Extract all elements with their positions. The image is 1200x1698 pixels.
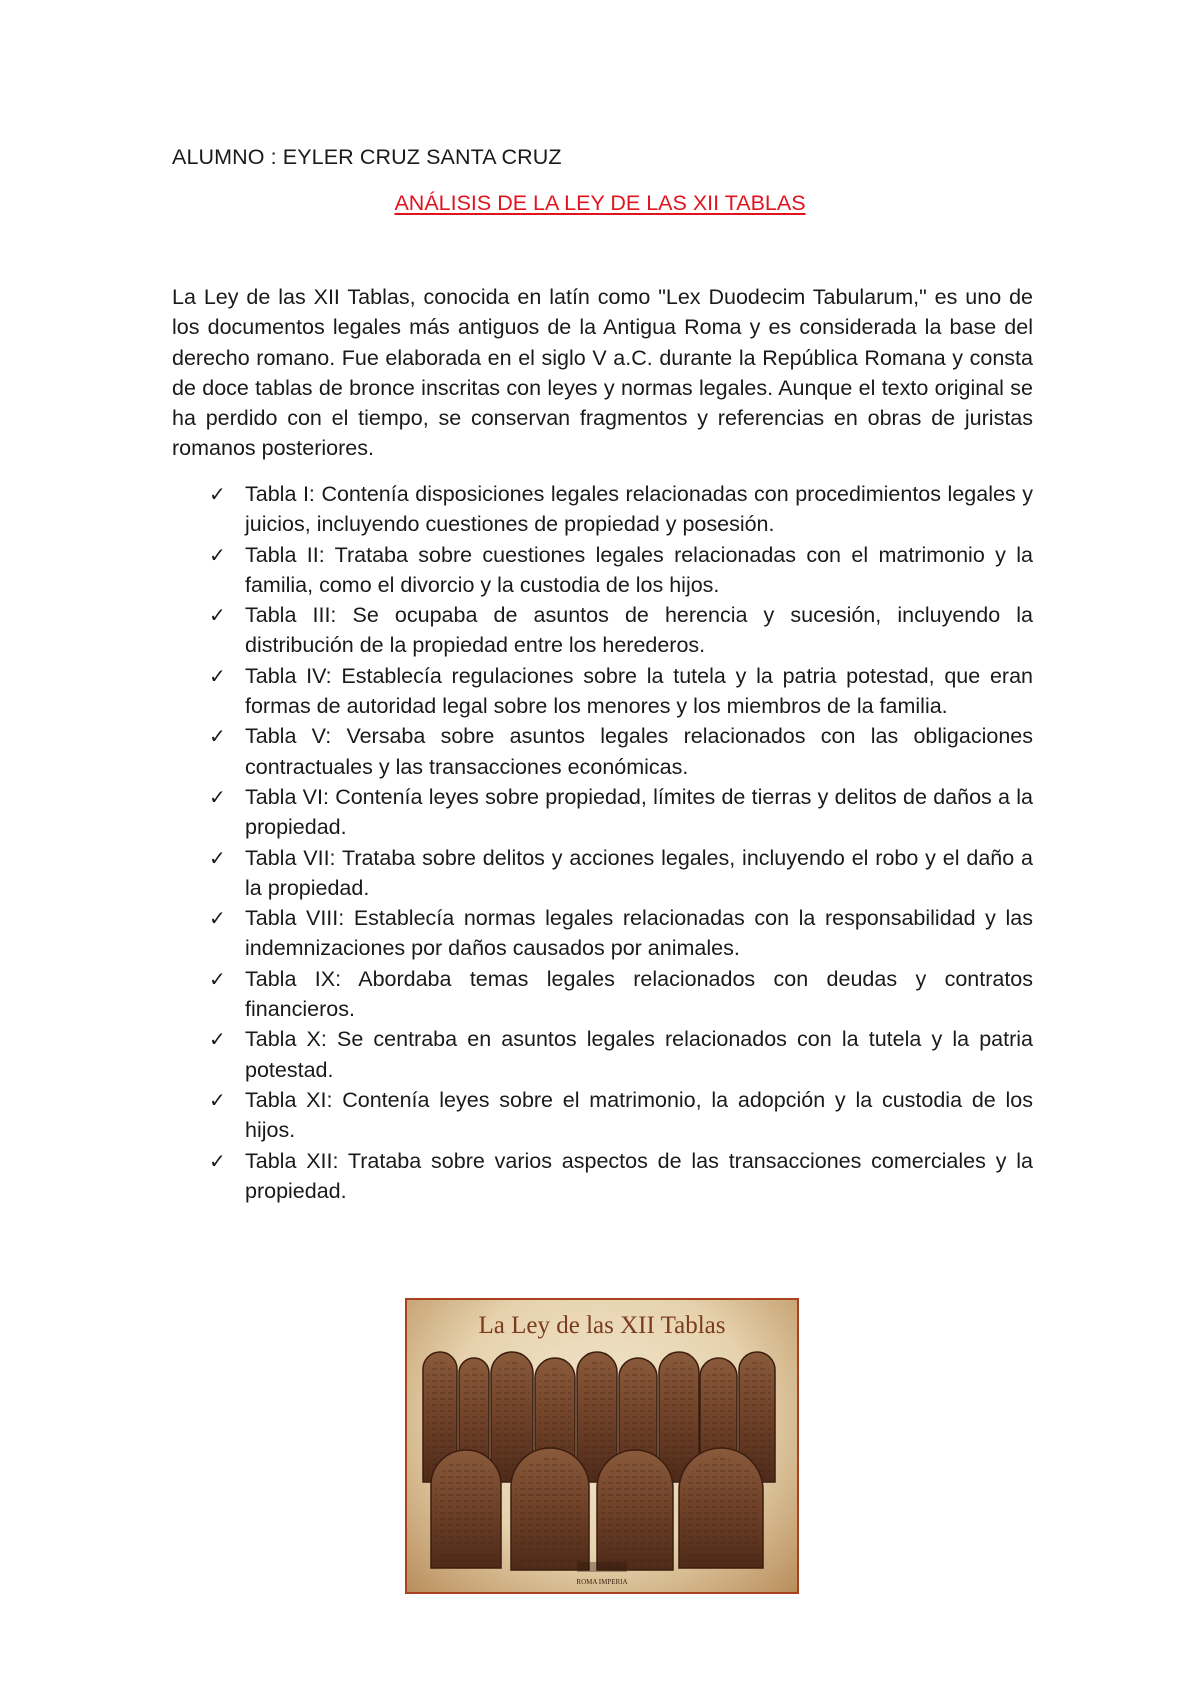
table-list-item: [172, 843, 1033, 904]
checkmark-icon: ✓: [209, 784, 226, 809]
twelve-tables-image: [405, 1298, 799, 1594]
intro-paragraph: La Ley de las XII Tablas, conocida en latín como "Lex Duodecim Tabularum," es uno de los documentos legales más antiguos de la Antigua Roma y es considerada la base del derecho romano. Fue elaborada en el siglo V a.C. durante la República Romana y consta de doce tablas de bronce inscritas con leyes y normas legales. Aunque el texto original se ha perdido con el tiempo, se conservan fragmentos y referencias en obras de juristas romanos posteriores.: [172, 285, 1033, 461]
tablet-inscription: [435, 1460, 497, 1565]
tablet-inscription: [683, 1458, 759, 1565]
table-description: Tabla X: Se centraba en asuntos legales relacionados con la tutela y la patria potestad.: [245, 1027, 1033, 1082]
checkmark-icon: ✓: [209, 603, 226, 628]
table-description: Tabla II: Trataba sobre cuestiones legales relacionadas con el matrimonio y la familia, como el divorcio y la custodia de los hijos.: [245, 542, 1033, 597]
table-description: Tabla III: Se ocupaba de asuntos de herencia y sucesión, incluyendo la distribución de la propiedad entre los herederos.: [245, 603, 1033, 658]
table-list-item: [172, 721, 1033, 782]
document-title: ANÁLISIS DE LA LEY DE LAS XII TABLAS: [394, 191, 806, 215]
table-list-item: [172, 964, 1033, 1025]
table-description: Tabla VI: Contenía leyes sobre propiedad, límites de tierras y delitos de daños a la propiedad.: [245, 784, 1033, 840]
table-list-item: [172, 540, 1033, 601]
tablet-inscription: [601, 1460, 669, 1567]
checkmark-icon: ✓: [209, 482, 226, 506]
table-description: Tabla VIII: Establecía normas legales relacionadas con la responsabilidad y las indemnizaciones por daños causados por animales.: [245, 906, 1033, 961]
table-description: Tabla VII: Trataba sobre delitos y acciones legales, incluyendo el robo y el daño a la propiedad.: [245, 845, 1033, 900]
table-list-item: [172, 479, 1033, 540]
checkmark-icon: ✓: [209, 1027, 226, 1052]
table-description: Tabla XII: Trataba sobre varios aspectos de las transacciones comerciales y la propiedad.: [245, 1148, 1033, 1203]
checkmark-icon: ✓: [209, 966, 226, 991]
checkmark-icon: ✓: [209, 845, 226, 870]
table-description: Tabla XI: Contenía leyes sobre el matrimonio, la adopción y la custodia de los hijos.: [245, 1087, 1033, 1143]
table-list-item: [172, 661, 1033, 722]
checkmark-icon: ✓: [209, 663, 226, 688]
table-list-item: [172, 1085, 1033, 1146]
image-title: La Ley de las XII Tablas: [478, 1312, 726, 1339]
table-description: Tabla I: Contenía disposiciones legales relacionadas con procedimientos legales y juicios, incluyendo cuestiones de propiedad y posesión.: [245, 482, 1033, 537]
student-name: ALUMNO : EYLER CRUZ SANTA CRUZ: [172, 145, 562, 169]
tablet-inscription: [515, 1458, 585, 1567]
table-list-item: [172, 600, 1033, 661]
checkmark-icon: ✓: [209, 1087, 226, 1112]
checkmark-icon: ✓: [209, 542, 226, 567]
table-list-item: [172, 782, 1033, 843]
table-description: Tabla IV: Establecía regulaciones sobre la tutela y la patria potestad, que eran formas de autoridad legal sobre los menores y los miembros de la familia.: [245, 663, 1033, 719]
table-list-item: [172, 1024, 1033, 1085]
table-list-item: [172, 903, 1033, 964]
table-description: Tabla IX: Abordaba temas legales relacionados con deudas y contratos financieros.: [245, 966, 1033, 1022]
table-description: Tabla V: Versaba sobre asuntos legales relacionados con las obligaciones contractuales y las transacciones económicas.: [245, 724, 1033, 779]
checkmark-icon: ✓: [209, 1148, 226, 1173]
checkmark-icon: ✓: [209, 906, 226, 931]
image-footer: ROMA IMPERIA: [576, 1578, 628, 1586]
tables-list: [172, 479, 1033, 1206]
table-list-item: [172, 1146, 1033, 1207]
tablets-illustration: [407, 1300, 797, 1592]
checkmark-icon: ✓: [209, 724, 226, 749]
